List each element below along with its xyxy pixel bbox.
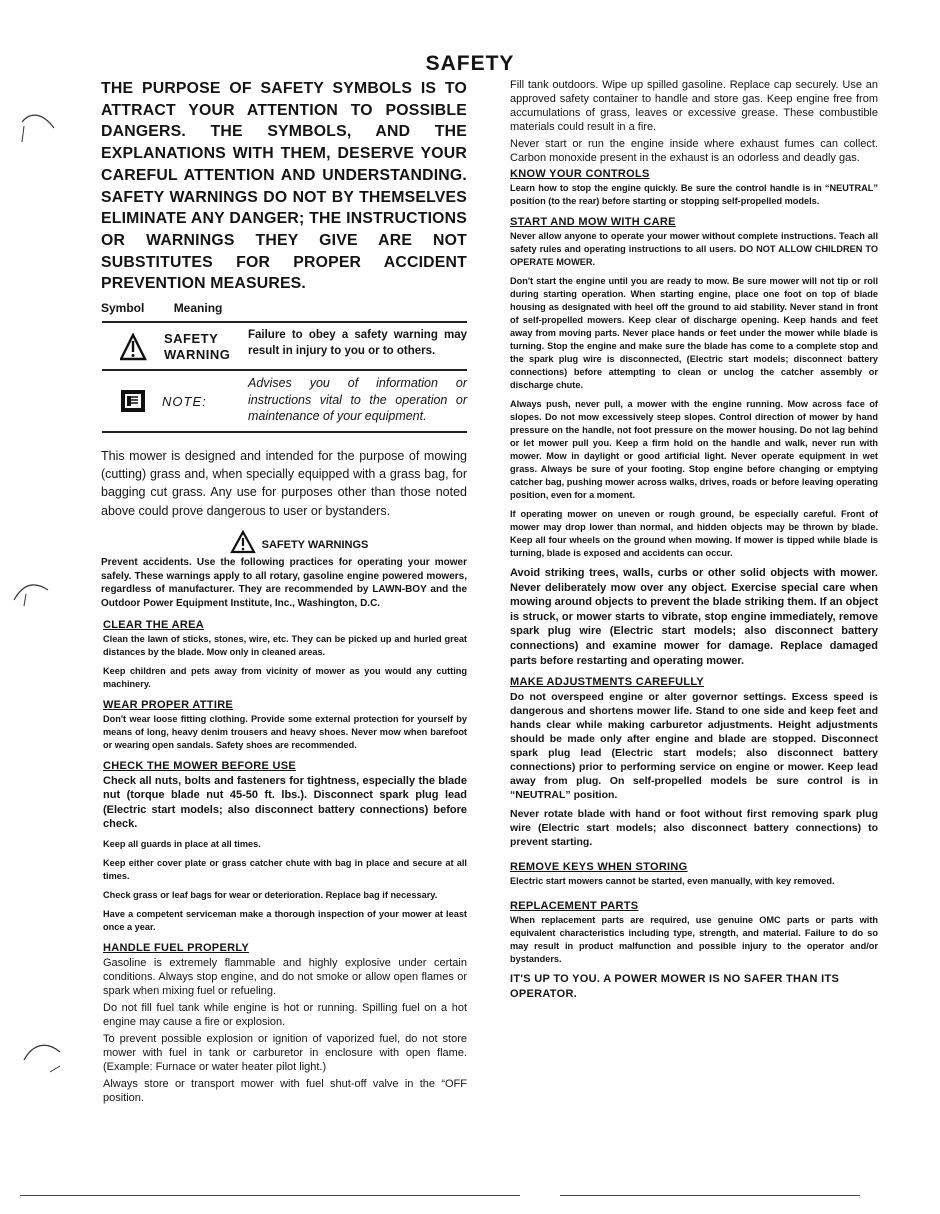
parts-heading: REPLACEMENT PARTS [510, 900, 639, 913]
note-label: NOTE: [162, 394, 207, 410]
clear-area-p2: Keep children and pets away from vicinity of mower as you would any cutting machinery. [103, 665, 467, 689]
footer-rule [560, 1195, 860, 1196]
safety-warning-row [102, 323, 467, 369]
adjust-heading: MAKE ADJUSTMENTS CAREFULLY [510, 676, 704, 689]
margin-mark [18, 108, 58, 148]
note-row [102, 369, 467, 433]
meaning-column-label: Meaning [173, 301, 223, 316]
symbol-table-header [101, 301, 467, 315]
fuel-p2: Do not fill fuel tank while engine is hot or running. Spilling fuel on a hot engine may cause a fire or explosion. [103, 1001, 467, 1028]
controls-p1: Learn how to stop the engine quickly. Be sure the control handle is in “NEUTRAL” position (to the rear) before starting or stopping self-propelled models. [510, 183, 878, 206]
adjust-p2: Never rotate blade with hand or foot without first removing spark plug wire (Electric start models; also disconnect battery connections) to prevent starting. [510, 808, 878, 849]
safety-warning-label [164, 331, 230, 363]
closing-statement: IT'S UP TO YOU. A POWER MOWER IS NO SAFER THAN ITS OPERATOR. [510, 973, 840, 1001]
adjust-p1: Do not overspeed engine or alter governor settings. Excess speed is dangerous and shortens mower life. Stand to one side and keep feet and hands clear while making carburetor adjustments. Height adjustments should be made only after engine and blade are stopped. Disconnect spark plug lead (Electric start models; also disconnect battery connections) prior to performing service on engine or mower. Keep lead away from plug. On self-propelled models be sure control is in “NEUTRAL” position. [510, 691, 878, 802]
purpose-headline: THE PURPOSE OF SAFETY SYMBOLS IS TO ATTRACT YOUR ATTENTION TO POSSIBLE DANGERS. THE SYMBOLS, AND THE EXPLANATIONS WITH THEM, DESERVE YOUR CAREFUL ATTENTION AND UNDERSTANDING. SAFETY WARNINGS DO NOT BY THEMSELVES ELIMINATE ANY DANGER; THE INSTRUCTIONS OR WARNINGS THEY GIVE ARE NOT SUBSTITUTES FOR PROPER ACCIDENT PREVENTION MEASURES. [101, 80, 467, 293]
footer-rule [20, 1195, 520, 1196]
warning-triangle-icon [120, 333, 158, 361]
left-column [101, 78, 467, 1108]
attire-p1: Don't wear loose fitting clothing. Provide some external protection for yourself by means of long, heavy denim trousers and heavy shoes. Never mow when barefoot or wearing open sandals. Safety shoes are recommended. [103, 713, 467, 750]
check-p4: Check grass or leaf bags for wear or deterioration. Replace bag if necessary. [103, 889, 438, 900]
keys-heading: REMOVE KEYS WHEN STORING [510, 861, 688, 874]
clear-area-heading: CLEAR THE AREA [103, 618, 204, 631]
right-column [510, 78, 878, 1002]
page-title: SAFETY [425, 52, 515, 75]
warning-label: WARNING [164, 347, 231, 363]
attire-heading: WEAR PROPER ATTIRE [103, 698, 234, 711]
intro-paragraph: This mower is designed and intended for the purpose of mowing (cutting) grass and, when specially equipped with a grass bag, for bagging cut grass. Any use for purposes other than those noted above could prove dangerous to user or bystanders. [101, 448, 467, 518]
start-p3: Always push, never pull, a mower with the engine running. Mow across face of slopes. Do not mow excessively steep slopes. Control direction of mower by hand pressure on the handle, not foot pressure on the mower housing. Do not lag behind or let mower pull you. Keep a firm hold on the handle and walk, never run with mower. Mow in daylight or good artificial light. Never operate equipment in wet grass. Always be sure of your footing. Stop engine before changing or emptying catcher bag, pushing mower across walks, drives, roads or before leaving operating position, even for a moment. [510, 399, 878, 500]
safety-label: SAFETY [164, 331, 219, 347]
check-p5: Have a competent serviceman make a thorough inspection of your mower at least once a year. [103, 908, 467, 932]
check-p1: Check all nuts, bolts and fasteners for tightness, especially the blade nut (torque blade nut 45-50 ft. lbs.). Disconnect spark plug lead (Electric start models; also disconnect battery connections) before check. [103, 774, 467, 831]
keys-p1: Electric start mowers cannot be started, even manually, with key removed. [510, 876, 835, 887]
controls-heading: KNOW YOUR CONTROLS [510, 168, 650, 180]
note-box-icon [120, 389, 154, 415]
margin-mark [20, 1038, 64, 1078]
note-symbol [102, 375, 248, 415]
parts-p1: When replacement parts are required, use genuine OMC parts or parts with equivalent characteristics including type, strength, and material. Failure to do so may result in product malfunction and possible injury to the operator and/or bystanders. [510, 915, 878, 965]
safety-warnings-heading [131, 530, 467, 554]
check-heading: CHECK THE MOWER BEFORE USE [103, 759, 296, 772]
safety-warning-symbol [102, 327, 248, 363]
safety-warning-meaning: Failure to obey a safety warning may result in injury to you or to others. [248, 329, 467, 358]
start-p4: If operating mower on uneven or rough ground, be especially careful. Front of mower may drop lower than normal, and hidden objects may be thrown by blade. Keep all four wheels on the ground when mowing. If mower is tipped while blade is turning, blade is exposed and accidents can occur. [510, 509, 878, 558]
start-p5: Avoid striking trees, walls, curbs or other solid objects with mower. Never deliberately mow over any object. Exercise special care when mowing around objects to prevent the blade striking them. If an object is struck, or mower starts to vibrate, stop engine immediately, remove spark plug wire (Electric start models; also disconnect battery connections) and examine mower for damage. Replace damaged parts before restarting and operating mower. [510, 567, 878, 667]
exhaust-paragraph: Never start or run the engine inside where exhaust fumes can collect. Carbon monoxide present in the exhaust is an odorless and deadly gas. [510, 138, 878, 164]
start-p2: Don't start the engine until you are ready to mow. Be sure mower will not tip or roll during starting operation. When starting engine, place one foot on top of blade housing as designated with heel off the ground to aid stability. Never stand in front of self-propelled mowers. Keep clear of discharge opening. Keep hands and feet away from moving parts. Never place hands or feet under the mower while blade is turning. Stop the engine and make sure the blade has come to a complete stop and the spark plug wire is disconnected, (Electric start models; disconnect battery connections) before attempting to clean or unclog the catcher assembly or discharge chute. [510, 276, 878, 390]
start-heading: START AND MOW WITH CARE [510, 216, 676, 228]
symbol-table [102, 321, 467, 433]
warning-triangle-icon [230, 530, 256, 554]
clear-area-p1: Clean the lawn of sticks, stones, wire, etc. They can be picked up and hurled great distances by the blade. Mow only in cleaned areas. [103, 633, 467, 657]
fill-tank-paragraph: Fill tank outdoors. Wipe up spilled gasoline. Replace cap securely. Use an approved safety container to handle and store gas. Keep engine free from accumulations of grass, leaves or excessive grease. These combustible materials could result in a fire. [510, 79, 878, 133]
symbol-column-label: Symbol [101, 301, 145, 316]
check-p2: Keep all guards in place at all times. [103, 838, 261, 849]
fuel-p1: Gasoline is extremely flammable and highly explosive under certain conditions. Always stop engine, and do not smoke or allow open flames or spark when mixing fuel or refueling. [103, 956, 467, 997]
start-p1: Never allow anyone to operate your mower without complete instructions. Teach all safety rules and operating instructions to all users. DO NOT ALLOW CHILDREN TO OPERATE MOWER. [510, 231, 878, 267]
fuel-p3: To prevent possible explosion or ignition of vaporized fuel, do not store mower with fuel in tank or carburetor in enclosure with open flame. (Example: Furnace or water heater pilot light.) [103, 1032, 467, 1073]
fuel-heading: HANDLE FUEL PROPERLY [103, 941, 249, 954]
margin-mark [10, 578, 50, 608]
fuel-p4: Always store or transport mower with fuel shut-off valve in the “OFF position. [103, 1077, 467, 1104]
note-meaning: Advises you of information or instructions vital to the operation or maintenance of your equipment. [248, 376, 467, 424]
safety-warnings-title: SAFETY WARNINGS [261, 539, 369, 552]
prevent-paragraph: Prevent accidents. Use the following practices for operating your mower safely. These warnings apply to all rotary, gasoline engine powered mowers, regardless of manufacturer. They are recommended by LAWN-BOY and the Outdoor Power Equipment Institute, Inc., Washington, D.C. [101, 557, 467, 609]
check-p3: Keep either cover plate or grass catcher chute with bag in place and secure at all times. [103, 857, 467, 881]
